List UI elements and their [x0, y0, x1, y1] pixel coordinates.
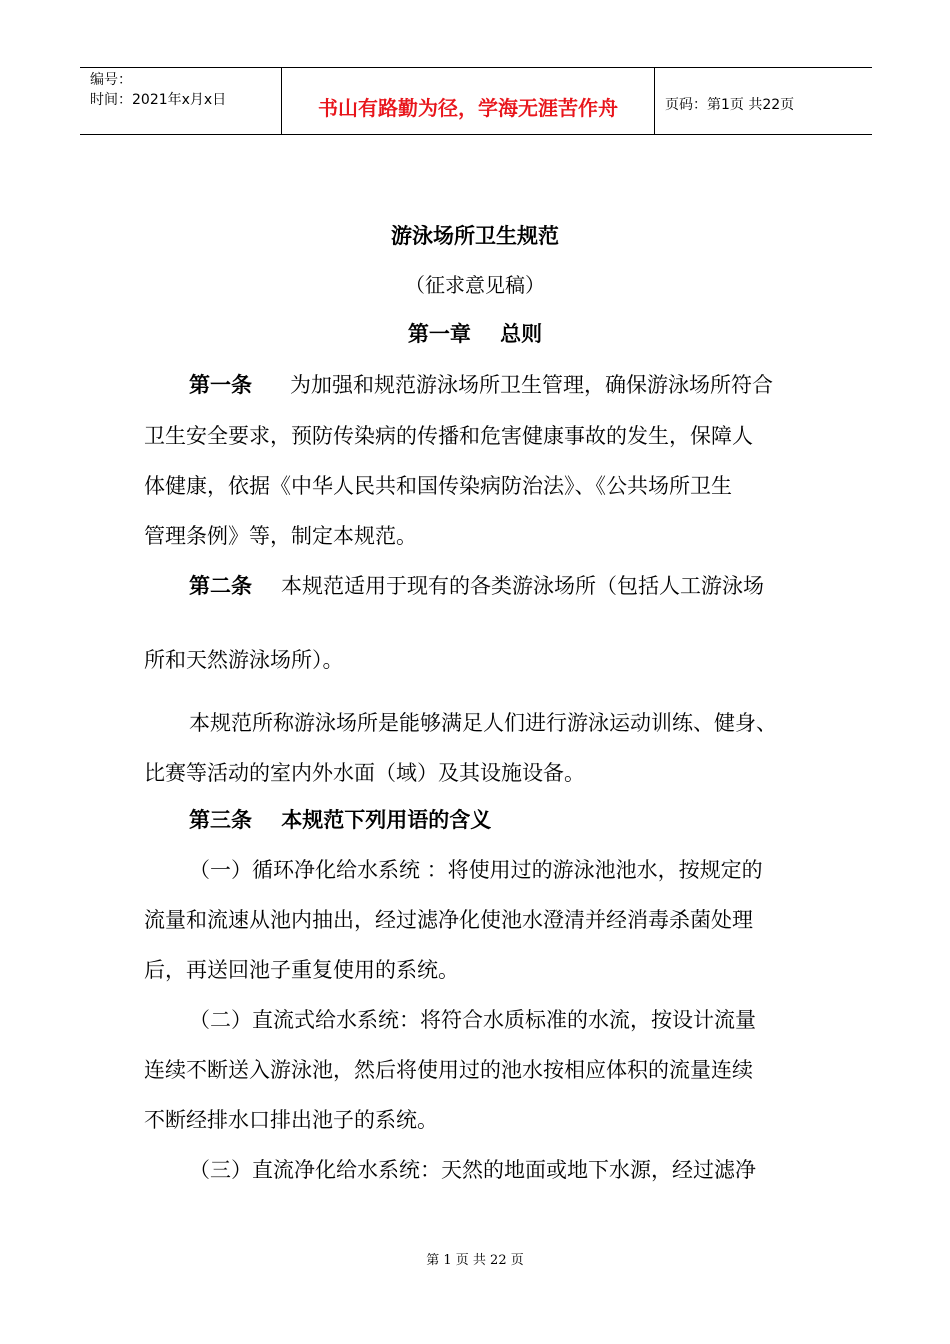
article-2-paragraph-line: 比赛等活动的室内外水面（域）及其设施设备。 — [144, 761, 585, 785]
date-label: 时间：2021年x月x日 — [90, 92, 227, 108]
article-2-paragraph-line: 本规范所称游泳场所是能够满足人们进行游泳运动训练、健身、 — [189, 711, 777, 735]
header-motto-cell — [281, 68, 655, 134]
article-1-line: 管理条例》等，制定本规范。 — [144, 524, 417, 548]
article-1-line: 卫生安全要求，预防传染病的传播和危害健康事故的发生，保障人 — [144, 424, 753, 448]
definition-1-line: 后，再送回池子重复使用的系统。 — [144, 958, 459, 982]
definition-1-line: （一）循环净化给水系统 ：将使用过的游泳池池水，按规定的 — [189, 858, 763, 882]
definition-2-line: 不断经排水口排出池子的系统。 — [144, 1108, 438, 1132]
chapter-heading: 第一章 总则 — [407, 321, 543, 346]
page-code: 页码：第1页 共22页 — [665, 97, 795, 113]
definition-1-line: 流量和流速从池内抽出，经过滤净化使池水澄清并经消毒杀菌处理 — [144, 908, 753, 932]
document-title: 游泳场所卫生规范 — [391, 223, 559, 248]
header-table — [80, 67, 872, 135]
motto-text: 书山有路勤为径，学海无涯苦作舟 — [318, 96, 618, 120]
definition-2-line: （二）直流式给水系统：将符合水质标准的水流，按设计流量 — [189, 1008, 756, 1032]
article-2-line: 本规范适用于现有的各类游泳场所（包括人工游泳场 — [281, 574, 764, 598]
definition-3-line: （三）直流净化给水系统：天然的地面或地下水源，经过滤净 — [189, 1158, 756, 1182]
article-2-line: 所和天然游泳场所）。 — [144, 648, 344, 672]
article-1-label: 第一条 — [189, 372, 252, 397]
article-1-line: 为加强和规范游泳场所卫生管理，确保游泳场所符合 — [290, 373, 773, 397]
header-info-cell — [80, 68, 281, 134]
page-footer: 第 1 页 共 22 页 — [426, 1253, 524, 1268]
article-2-label: 第二条 — [189, 573, 252, 598]
definition-2-line: 连续不断送入游泳池，然后将使用过的池水按相应体积的流量连续 — [144, 1058, 753, 1082]
serial-number-label: 编号： — [90, 72, 132, 88]
article-1-line: 体健康，依据《中华人民共和国传染病防治法》、《公共场所卫生 — [144, 474, 732, 498]
document-subtitle: （征求意见稿） — [405, 273, 545, 297]
header-page-cell — [655, 68, 872, 134]
article-3-heading: 第三条 本规范下列用语的含义 — [189, 807, 492, 832]
